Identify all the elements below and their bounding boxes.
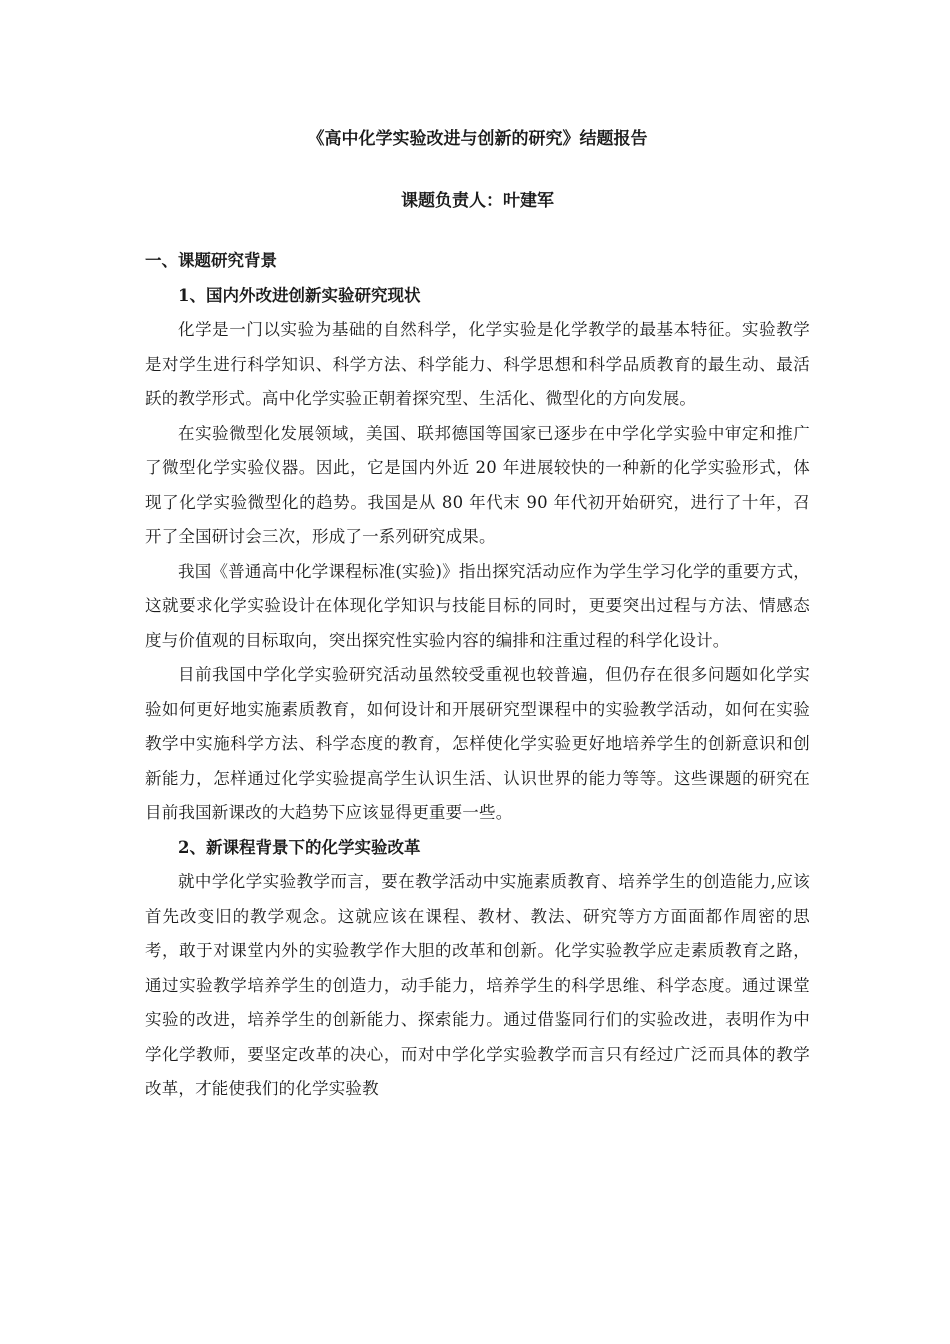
section-heading-background: 一、课题研究背景	[145, 251, 277, 270]
subsection-heading-curriculum-reform: 2、新课程背景下的化学实验改革	[178, 837, 421, 857]
document-title: 《高中化学实验改进与创新的研究》结题报告	[307, 129, 648, 149]
paragraph: 目前我国中学化学实验研究活动虽然较受重视也较普遍，但仍存在很多问题如化学实验如何更好地实施素质教育，如何设计和开展研究型课程中的实验教学活动，如何在实验教学中实施科学方法、科学态度的教育，怎样使化学实验更好地培养学生的创新意识和创新能力，怎样通过化学实验提高学生认识生活、认识世界的能力等等。这些课题的研究在目前我国新课改的大趋势下应该显得更重要一些。	[145, 665, 810, 822]
subsection-heading-research-status: 1、国内外改进创新实验研究现状	[178, 285, 421, 305]
paragraph: 在实验微型化发展领域，美国、联邦德国等国家已逐步在中学化学实验中审定和推广了微型化学实验仪器。因此，它是国内外近 20 年进展较快的一种新的化学实验形式，体现了化学实验微型化的趋势。我国是从 80 年代末 90 年代初开始研究，进行了十年，召开了全国研讨会三次，形成了一系列研究成果。	[145, 423, 810, 546]
paragraph: 我国《普通高中化学课程标准(实验)》指出探究活动应作为学生学习化学的重要方式，这就要求化学实验设计在体现化学知识与技能目标的同时，更要突出过程与方法、情感态度与价值观的目标取向，突出探究性实验内容的编排和注重过程的科学化设计。	[145, 561, 810, 650]
paragraph: 就中学化学实验教学而言，要在教学活动中实施素质教育、培养学生的创造能力,应该首先改变旧的教学观念。这就应该在课程、教材、教法、研究等方方面面都作周密的思考，敢于对课堂内外的实验教学作大胆的改革和创新。化学实验教学应走素质教育之路，通过实验教学培养学生的创造力，动手能力，培养学生的科学思维、科学态度。通过课堂实验的改进，培养学生的创新能力、探索能力。通过借鉴同行们的实验改进，表明作为中学化学教师，要坚定改革的决心，而对中学化学实验教学而言只有经过广泛而具体的教学改革，才能使我们的化学实验教	[145, 872, 810, 1098]
document-author: 课题负责人：叶建军	[401, 191, 554, 211]
document-body	[145, 118, 810, 1107]
paragraph: 化学是一门以实验为基础的自然科学，化学实验是化学教学的最基本特征。实验教学是对学生进行科学知识、科学方法、科学能力、科学思想和科学品质教育的最生动、最活跃的教学形式。高中化学实验正朝着探究型、生活化、微型化的方向发展。	[145, 320, 810, 408]
